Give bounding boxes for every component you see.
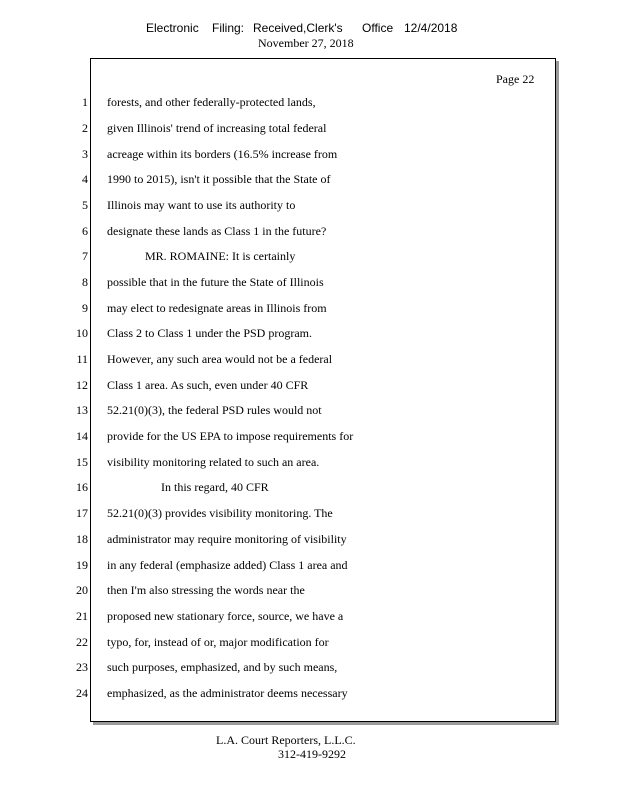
line-number: 20 (76, 583, 88, 597)
line-text: administrator may require monitoring of visibility (107, 532, 347, 546)
line-number: 13 (76, 403, 88, 417)
line-number: 15 (76, 455, 88, 469)
line-text: Illinois may want to use its authority to (107, 198, 296, 212)
line-number: 21 (76, 609, 88, 623)
transcript-date: November 27, 2018 (258, 36, 354, 50)
line-number: 18 (76, 532, 88, 546)
filing-stamp-electronic: Electronic (146, 21, 199, 35)
line-text: provide for the US EPA to impose requirements for (107, 429, 354, 443)
line-text: MR. ROMAINE: It is certainly (145, 249, 296, 263)
filing-stamp-received: Received,Clerk's (253, 21, 343, 35)
filing-stamp-office: Office (362, 21, 394, 35)
line-text: 52.21(0)(3) provides visibility monitoring. The (107, 506, 333, 520)
line-text: forests, and other federally-protected lands, (107, 95, 316, 109)
line-text: may elect to redesignate areas in Illinois from (107, 301, 327, 315)
line-text: 52.21(0)(3), the federal PSD rules would not (107, 403, 322, 417)
line-text: Class 1 area. As such, even under 40 CFR (107, 378, 309, 392)
line-text: then I'm also stressing the words near the (107, 583, 305, 597)
line-text: possible that in the future the State of Illinois (107, 275, 324, 289)
line-number: 23 (76, 660, 88, 674)
line-text: In this regard, 40 CFR (161, 480, 269, 494)
line-number: 1 (82, 95, 88, 109)
line-number: 22 (76, 635, 88, 649)
reporter-phone: 312-419-9292 (278, 747, 346, 761)
line-number: 4 (82, 172, 88, 186)
line-text: proposed new stationary force, source, we have a (107, 609, 344, 623)
page-number: Page 22 (496, 72, 535, 86)
line-number: 3 (82, 147, 88, 161)
line-number: 24 (76, 686, 88, 700)
line-number: 6 (82, 224, 88, 238)
line-number: 10 (76, 326, 88, 340)
line-number: 9 (82, 301, 88, 315)
line-text: such purposes, emphasized, and by such means, (107, 660, 338, 674)
line-text: typo, for, instead of or, major modification for (107, 635, 329, 649)
line-number: 2 (82, 121, 88, 135)
line-number: 11 (76, 352, 88, 366)
line-text: in any federal (emphasize added) Class 1 area and (107, 558, 348, 572)
filing-stamp-filing: Filing: (212, 21, 245, 35)
line-number: 19 (76, 558, 88, 572)
line-text: emphasized, as the administrator deems necessary (107, 686, 348, 700)
line-number: 7 (82, 249, 88, 263)
filing-stamp-date: 12/4/2018 (404, 21, 458, 35)
line-number: 12 (76, 378, 88, 392)
line-text: Class 2 to Class 1 under the PSD program. (107, 326, 312, 340)
line-text: given Illinois' trend of increasing total federal (107, 121, 327, 135)
line-text: acreage within its borders (16.5% increase from (107, 147, 338, 161)
line-text: However, any such area would not be a federal (107, 352, 333, 366)
line-text: 1990 to 2015), isn't it possible that the State of (107, 172, 331, 186)
line-number: 8 (82, 275, 88, 289)
line-number: 17 (76, 506, 88, 520)
line-text: designate these lands as Class 1 in the future? (107, 224, 327, 238)
line-text: visibility monitoring related to such an area. (107, 455, 320, 469)
line-number: 14 (76, 429, 88, 443)
reporter-company: L.A. Court Reporters, L.L.C. (216, 733, 356, 747)
line-number: 16 (76, 480, 88, 494)
line-number: 5 (82, 198, 88, 212)
